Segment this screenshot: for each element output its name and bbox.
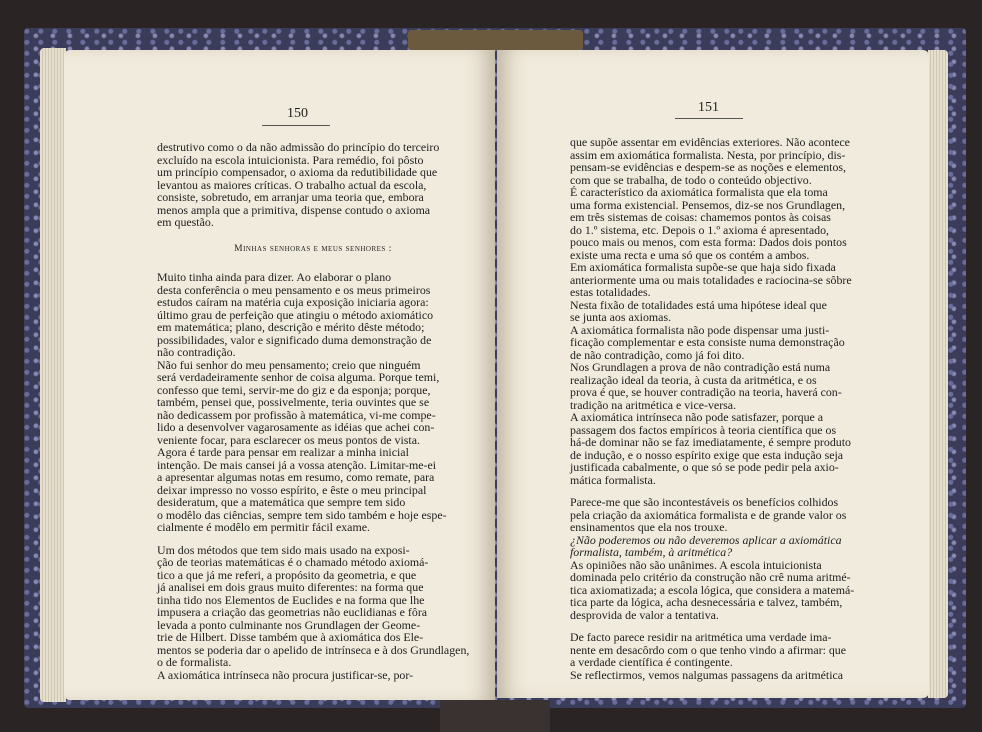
right-paragraph-6: [570, 361, 888, 411]
right-paragraph-8: [570, 496, 888, 534]
right-paragraph-7: [570, 411, 888, 486]
text-line: anteriormente uma ou mais totalidades e raciocina-se sôbre: [570, 272, 852, 287]
left-page-number-rule: [262, 125, 330, 126]
text-line: não contradição.: [157, 345, 236, 359]
text-line: A axiomática intrínseca não procura justificar-se, por-: [157, 667, 414, 682]
text-line: pensam-se evidências e despem-se as noções e elementos,: [570, 160, 847, 174]
right-paragraph-3: [570, 261, 888, 299]
text-line: o de formalista.: [157, 655, 232, 669]
right-paragraph-4: [570, 299, 888, 324]
left-page-edges: [40, 48, 66, 702]
text-line: pouco mais ou menos, com esta forma: Dados dois pontos: [570, 235, 847, 249]
text-line: ensinamentos que ela nos trouxe.: [570, 520, 728, 534]
text-line: Se reflectirmos, vemos nalgumas passagens da aritmética: [570, 667, 844, 682]
left-page-body: [157, 141, 469, 681]
right-paragraph-12: [570, 669, 888, 682]
text-line: levantou as maiores críticas. O trabalho actual da escola,: [157, 177, 427, 192]
right-page-edges: [928, 50, 948, 698]
left-paragraph-4: [157, 544, 469, 669]
text-line: assim em axiomática formalista. Nesta, por princípio, dis-: [570, 147, 846, 162]
text-line: consiste, sobretudo, em arranjar uma teoria que, embora: [157, 190, 424, 204]
text-line: em três sistemas de coisas: chamemos pontos às coisas: [570, 210, 831, 224]
text-line: Muito tinha ainda para dizer. Ao elaborar o plano: [157, 270, 392, 284]
text-line: tica parte da lógica, acha desnecessária e talvez, também,: [570, 595, 843, 609]
text-line: estudos caíram na matéria cuja exposição iniciaria agora:: [157, 295, 429, 309]
text-line: A axiomática intrínseca não pode satisfazer, porque a: [570, 410, 824, 424]
text-line: tico a que já me referi, a propósito da geometria, e que: [157, 567, 417, 582]
left-paragraph-1: [157, 141, 469, 229]
text-line: do 1.º sistema, etc. Depois o 1.º axioma é apresentado,: [570, 222, 829, 237]
text-line: desprovida de valor a tentativa.: [570, 607, 719, 622]
right-paragraph-1: [570, 136, 888, 186]
text-line: lido a desenvolver vagarosamente as idéias que achei con-: [157, 420, 435, 434]
book-spine-top: [408, 30, 583, 50]
text-line: levada a ponto culminante nos Grundlagen der Geome-: [157, 617, 421, 632]
text-line: realização ideal da teoria, à custa da aritmética, e os: [570, 372, 817, 387]
text-line: tica axiomatizada; a escola lógica, que considera a matemá-: [570, 582, 855, 597]
left-page: [64, 50, 495, 700]
text-line: intenção. De mais cansei já a vossa atenção. Limitar-me-ei: [157, 457, 437, 472]
text-line: desta conferência o meu pensamento e os meus primeiros: [157, 282, 431, 297]
text-line: dominada pelo critério da construção não crê numa aritmé-: [570, 570, 851, 584]
text-line: não dedicassem por profissão à matemática, vi-me compe-: [157, 407, 436, 422]
text-line: Não fui senhor do meu pensamento; creio que ninguém: [157, 357, 421, 372]
text-line: ficação complementar e esta consiste numa demonstração: [570, 335, 845, 349]
text-line: com que se trabalha, de todo o conteúdo objectivo.: [570, 172, 812, 187]
text-line: mática formalista.: [570, 472, 656, 487]
text-line: De facto parece residir na aritmética uma verdade ima-: [570, 630, 832, 644]
right-page-number: 151: [698, 100, 719, 115]
right-paragraph-10: [570, 559, 888, 622]
text-line: uma forma existencial. Pensemos, diz-se nos Grundlagen,: [570, 197, 846, 212]
text-line: se junta aos axiomas.: [570, 310, 672, 324]
left-paragraph-5: [157, 669, 469, 682]
text-line: cialmente é modêlo em permitir fácil exame.: [157, 520, 370, 534]
text-line: também, pensei que, possivelmente, teria ouvintes que se: [157, 395, 430, 409]
text-line: É característico da axiomática formalista que ela toma: [570, 185, 828, 199]
text-line: estas totalidades.: [570, 285, 651, 299]
text-line: tradição na aritmética e vice-versa.: [570, 397, 737, 412]
right-paragraph-11: [570, 631, 888, 669]
text-line: deixar impresso no vosso espírito, e êste o meu principal: [157, 482, 427, 497]
left-paragraph-2: [157, 271, 469, 359]
text-line: em matemática; plano, descrição e mérito dêste método;: [157, 320, 425, 334]
text-line: mentos se poderia dar o apelido de intrínseca e à dos Grundlagen,: [157, 642, 470, 657]
text-line: veniente focar, para esclarecer os meus pontos de vista.: [157, 432, 420, 447]
text-line: nente em desacôrdo com o que tenho vindo a afirmar: que: [570, 642, 847, 657]
right-page: [497, 50, 929, 698]
right-paragraph-9: [570, 534, 888, 559]
text-line: passagem dos factos empíricos à teoria científica que os: [570, 422, 837, 437]
left-paragraph-3: [157, 359, 469, 534]
text-line: já analisei em dois graus muito diferentes: na forma que: [157, 580, 424, 594]
text-line: será verdadeiramente senhor de coisa alguma. Porque temi,: [157, 370, 440, 384]
text-line: Nos Grundlagen a prova de não contradição está numa: [570, 360, 831, 374]
text-line: desideratum, que a matemática que sempre tem sido: [157, 495, 406, 509]
text-line: Um dos métodos que tem sido mais usado na exposi-: [157, 542, 410, 557]
text-line: um princípio compensador, o axioma da redutibilidade que: [157, 165, 438, 179]
text-line: As opiniões não são unânimes. A escola intuicionista: [570, 557, 822, 572]
text-line: em questão.: [157, 215, 214, 229]
text-line: Parece-me que são incontestáveis os benefícios colhidos: [570, 495, 839, 509]
text-line: ção de teorias matemáticas é o chamado método axiomá-: [157, 555, 429, 569]
text-line: destrutivo como o da não admissão do princípio do terceiro: [157, 140, 440, 154]
text-line: excluído na escola intuicionista. Para remédio, foi pôsto: [157, 152, 424, 167]
text-line: Em axiomática formalista supõe-se que haja sido fixada: [570, 260, 836, 274]
text-line: pela criação da axiomática formalista e de grande valor os: [570, 507, 847, 522]
text-line: impusera a criação das geometrias não euclidianas e fôra: [157, 605, 428, 619]
text-line: prova é que, se houver contradição na teoria, haverá con-: [570, 385, 842, 399]
text-line: a apresentar algumas notas em resumo, como remate, para: [157, 470, 435, 484]
section-heading: Minhas senhoras e meus senhores :: [234, 243, 392, 254]
text-line: justificada cabalmente, o que só se pode pedir pela axio-: [570, 460, 839, 474]
text-line: último grau de perfeição que atingiu o método axiomático: [157, 307, 434, 322]
text-line: o modêlo das ciências, sempre tem sido também e hoje espe-: [157, 507, 447, 522]
right-paragraph-2: [570, 186, 888, 261]
text-line: trie de Hilbert. Disse também que à axiomática dos Ele-: [157, 630, 424, 644]
text-line: existe uma recta e uma só que os contém a ambos.: [570, 247, 810, 262]
left-page-number: 150: [287, 106, 308, 121]
text-line: Nesta fixão de totalidades está uma hipótese ideal que: [570, 297, 827, 312]
text-line: menos ampla que a primitiva, dispense contudo o axioma: [157, 202, 431, 217]
right-paragraph-5: [570, 324, 888, 362]
text-line: possibilidades, valor e significado duma demonstração de: [157, 332, 432, 347]
text-line: ¿Não poderemos ou não deveremos aplicar a axiomática: [570, 532, 842, 547]
text-line: de não contradição, como já foi dito.: [570, 347, 745, 362]
book-spine-bottom: [440, 700, 550, 732]
text-line: a verdade científica é contingente.: [570, 655, 733, 669]
text-line: há-de dominar não se faz imediatamente, é sempre produto: [570, 435, 851, 449]
right-page-number-rule: [675, 118, 743, 119]
text-line: confesso que temi, servir-me do giz e da esponja; porque,: [157, 382, 431, 397]
text-line: de indução, e o nosso espírito exige que esta indução seja: [570, 447, 844, 462]
text-line: tinha tido nos Elementos de Euclides e na forma que lhe: [157, 592, 425, 607]
text-line: formalista, também, à aritmética?: [570, 545, 733, 559]
text-line: A axiomática formalista não pode dispensar uma justi-: [570, 322, 830, 337]
text-line: que supõe assentar em evidências exteriores. Não acontece: [570, 135, 850, 149]
right-page-body: [570, 136, 888, 681]
text-line: Agora é tarde para pensar em realizar a minha inicial: [157, 445, 409, 459]
